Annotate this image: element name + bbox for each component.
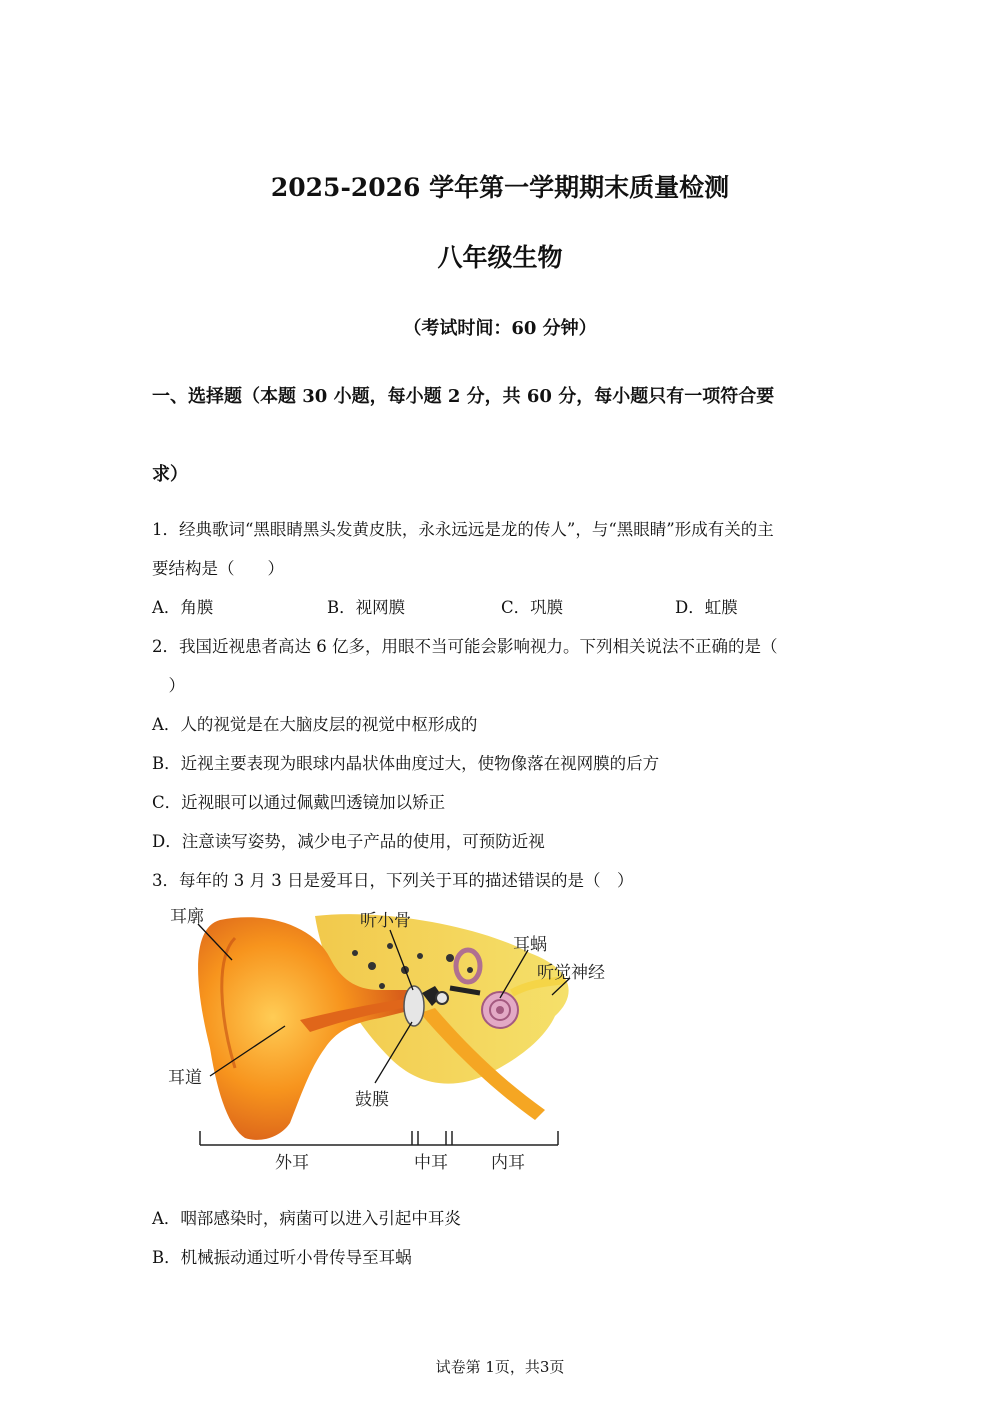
section-heading-line1: 一、选择题（本题 30 小题，每小题 2 分，共 60 分，每小题只有一项符合要: [152, 386, 775, 407]
label-ear-canal: 耳道: [168, 1068, 202, 1088]
label-ossicles: 听小骨: [360, 911, 411, 931]
label-cochlea: 耳蜗: [513, 935, 547, 955]
q3-stem: 3．每年的 3 月 3 日是爱耳日，下列关于耳的描述错误的是（ ）: [152, 871, 634, 890]
q1-option-c: C．巩膜: [501, 598, 564, 617]
exam-title: 2025-2026 学年第一学期期末质量检测: [270, 173, 730, 202]
section-heading-line2: 求）: [152, 464, 188, 485]
q3-option-a: A．咽部感染时，病菌可以进入引起中耳炎: [152, 1209, 461, 1228]
q1-stem-line1: 1．经典歌词“黑眼睛黑头发黄皮肤，永永远远是龙的传人”，与“黑眼睛”形成有关的主: [152, 520, 774, 539]
q2-option-b: B．近视主要表现为眼球内晶状体曲度过大，使物像落在视网膜的后方: [152, 754, 660, 773]
label-pinna: 耳廓: [170, 907, 204, 927]
q2-stem-line2: ）: [152, 676, 185, 695]
exam-time: （考试时间：60 分钟）: [403, 318, 597, 339]
eardrum-shape: [404, 986, 424, 1026]
subject-title: 八年级生物: [437, 243, 563, 272]
q1-option-d: D．虹膜: [675, 598, 738, 617]
label-middle-ear: 中耳: [414, 1153, 448, 1173]
page-footer: 试卷第 1页，共3页: [435, 1358, 565, 1376]
label-inner-ear: 内耳: [491, 1153, 525, 1173]
ear-diagram-svg: [150, 898, 630, 1178]
q1-stem-line2: 要结构是（ ）: [152, 559, 284, 578]
q2-stem-line1: 2．我国近视患者高达 6 亿多，用眼不当可能会影响视力。下列相关说法不正确的是（: [152, 637, 778, 656]
label-auditory-nerve: 听觉神经: [537, 963, 605, 983]
ear-anatomy-diagram: [150, 898, 630, 1178]
q1-option-a: A．角膜: [152, 598, 214, 617]
q2-option-a: A．人的视觉是在大脑皮层的视觉中枢形成的: [152, 715, 478, 734]
q3-option-b: B．机械振动通过听小骨传导至耳蜗: [152, 1248, 412, 1267]
q1-option-b: B．视网膜: [327, 598, 406, 617]
label-eardrum: 鼓膜: [355, 1090, 389, 1110]
q2-option-c: C．近视眼可以通过佩戴凹透镜加以矫正: [152, 793, 446, 812]
label-outer-ear: 外耳: [275, 1153, 309, 1173]
q2-option-d: D．注意读写姿势，减少电子产品的使用，可预防近视: [152, 832, 545, 851]
